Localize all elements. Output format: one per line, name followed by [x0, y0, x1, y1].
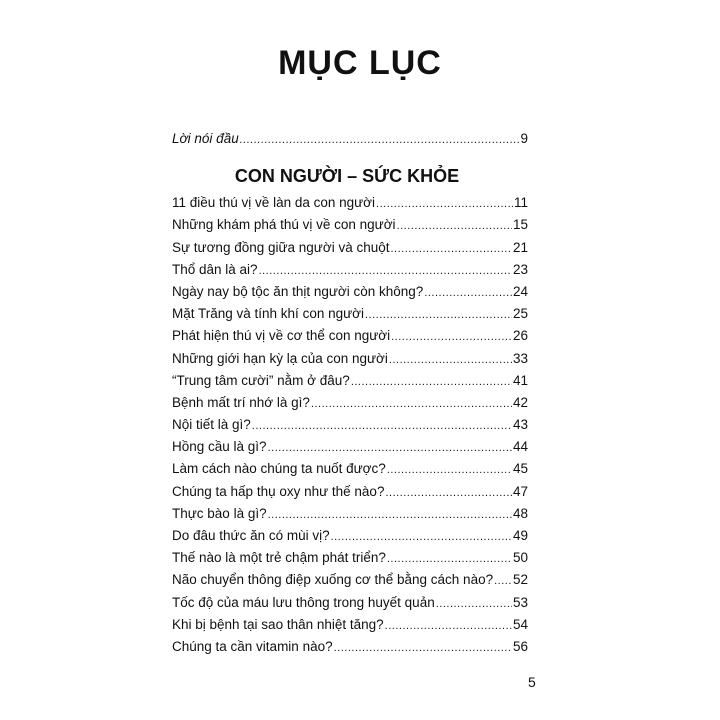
toc-entry	[172, 439, 528, 461]
dot-leader	[268, 442, 512, 454]
toc-entry-label: Sự tương đồng giữa người và chuột	[172, 239, 390, 255]
dot-leader	[385, 620, 512, 632]
dot-leader	[331, 531, 512, 543]
toc-entry-label: Phát hiện thú vị về cơ thể con người	[172, 328, 391, 344]
page-title: MỤC LỤC	[278, 44, 442, 82]
toc-entry	[172, 217, 528, 239]
toc-entry-page: 44	[512, 439, 528, 455]
toc-entry-page: 41	[512, 372, 528, 388]
toc-entry-page: 56	[512, 638, 528, 654]
toc-entry-label: Thực bào là gì?	[172, 505, 267, 521]
toc-entry	[172, 240, 528, 262]
toc-entry-page: 21	[512, 239, 528, 255]
toc-entry	[172, 373, 528, 395]
toc-entry-page: 50	[512, 550, 528, 566]
toc-entry-label: Làm cách nào chúng ta nuốt được?	[172, 461, 386, 477]
toc-entry-page: 26	[512, 328, 528, 344]
dot-leader	[351, 376, 512, 388]
dot-leader	[311, 398, 512, 410]
dot-leader	[385, 487, 512, 499]
toc-entry	[172, 461, 528, 483]
toc-entry-page: 11	[513, 195, 528, 211]
toc-entry	[172, 328, 528, 350]
toc-entry-page: 25	[512, 306, 528, 322]
dot-leader	[259, 265, 512, 277]
toc-entry	[172, 395, 528, 417]
toc-entry-label: Bệnh mất trí nhớ là gì?	[172, 394, 310, 410]
toc-entry-page: 42	[512, 394, 528, 410]
toc-entry-label: Mặt Trăng và tính khí con người	[172, 306, 364, 322]
toc-entry-intro	[172, 131, 528, 153]
toc-entry-page: 23	[512, 261, 528, 277]
toc-entry	[172, 195, 528, 217]
dot-leader	[387, 553, 512, 565]
toc-entry-page: 43	[512, 417, 528, 433]
toc-entry	[172, 262, 528, 284]
toc-entry-label: Chúng ta hấp thụ oxy như thế nào?	[172, 483, 385, 499]
dot-leader	[424, 287, 512, 299]
dot-leader	[268, 509, 512, 521]
toc-entry-label: Ngày nay bộ tộc ăn thịt người còn không?	[172, 283, 424, 299]
toc-entry	[172, 617, 528, 639]
toc-entry-page: 24	[512, 283, 528, 299]
dot-leader	[365, 309, 512, 321]
dot-leader	[252, 420, 512, 432]
toc-entry	[172, 595, 528, 617]
toc-entry-label: Chúng ta cần vitamin nào?	[172, 638, 333, 654]
toc-entry	[172, 639, 528, 661]
toc-entry	[172, 351, 528, 373]
dot-leader	[391, 331, 512, 343]
toc-entry	[172, 306, 528, 328]
toc-entry-page: 54	[512, 616, 528, 632]
dot-leader	[387, 464, 512, 476]
toc-entries	[172, 195, 528, 661]
section-title: CON NGƯỜI – SỨC KHỎE	[234, 166, 460, 187]
toc-entry-page: 48	[512, 505, 528, 521]
toc-entry-label: Não chuyển thông điệp xuống cơ thể bằng cách nào?	[172, 572, 494, 588]
dot-leader	[494, 575, 512, 587]
toc-entry-page: 47	[512, 483, 528, 499]
toc-entry	[172, 284, 528, 306]
toc-entry-page: 49	[512, 528, 528, 543]
table-of-contents	[172, 131, 528, 661]
dot-leader	[390, 243, 511, 255]
toc-entry-page: 33	[512, 350, 528, 366]
page-number: 5	[528, 674, 536, 690]
toc-entry	[172, 484, 528, 506]
toc-entry	[172, 417, 528, 439]
dot-leader	[397, 220, 512, 232]
toc-entry	[172, 528, 528, 550]
toc-entry-page: 53	[512, 594, 528, 610]
toc-entry	[172, 572, 528, 594]
toc-entry-label: Do đâu thức ăn có mùi vị?	[172, 528, 330, 543]
toc-entry-label: “Trung tâm cười” nằm ở đâu?	[172, 372, 350, 388]
toc-entry-label: Tốc độ của máu lưu thông trong huyết quản	[172, 594, 435, 610]
toc-entry-page: 9	[520, 131, 528, 146]
dot-leader	[389, 354, 512, 366]
toc-entry-label: 11 điều thú vị về làn da con người	[172, 195, 376, 211]
toc-entry-label: Thổ dân là ai?	[172, 261, 258, 277]
dot-leader	[334, 642, 512, 654]
toc-entry-label: Những khám phá thú vị về con người	[172, 217, 396, 233]
toc-entry-label: Những giới hạn kỳ lạ của con người	[172, 350, 388, 366]
toc-entry-page: 15	[512, 217, 528, 233]
toc-entry-label: Hồng cầu là gì?	[172, 439, 267, 455]
toc-entry-label: Nội tiết là gì?	[172, 417, 251, 433]
dot-leader	[436, 598, 512, 610]
dot-leader	[376, 198, 513, 210]
toc-entry	[172, 506, 528, 528]
toc-entry-page: 52	[512, 572, 528, 588]
toc-entry-page: 45	[512, 461, 528, 477]
dot-leader	[240, 134, 520, 146]
toc-entry-label: Khi bị bệnh tại sao thân nhiệt tăng?	[172, 616, 384, 632]
toc-entry-label: Lời nói đầu	[172, 131, 239, 146]
toc-entry	[172, 550, 528, 572]
toc-entry-label: Thế nào là một trẻ chậm phát triển?	[172, 550, 386, 566]
